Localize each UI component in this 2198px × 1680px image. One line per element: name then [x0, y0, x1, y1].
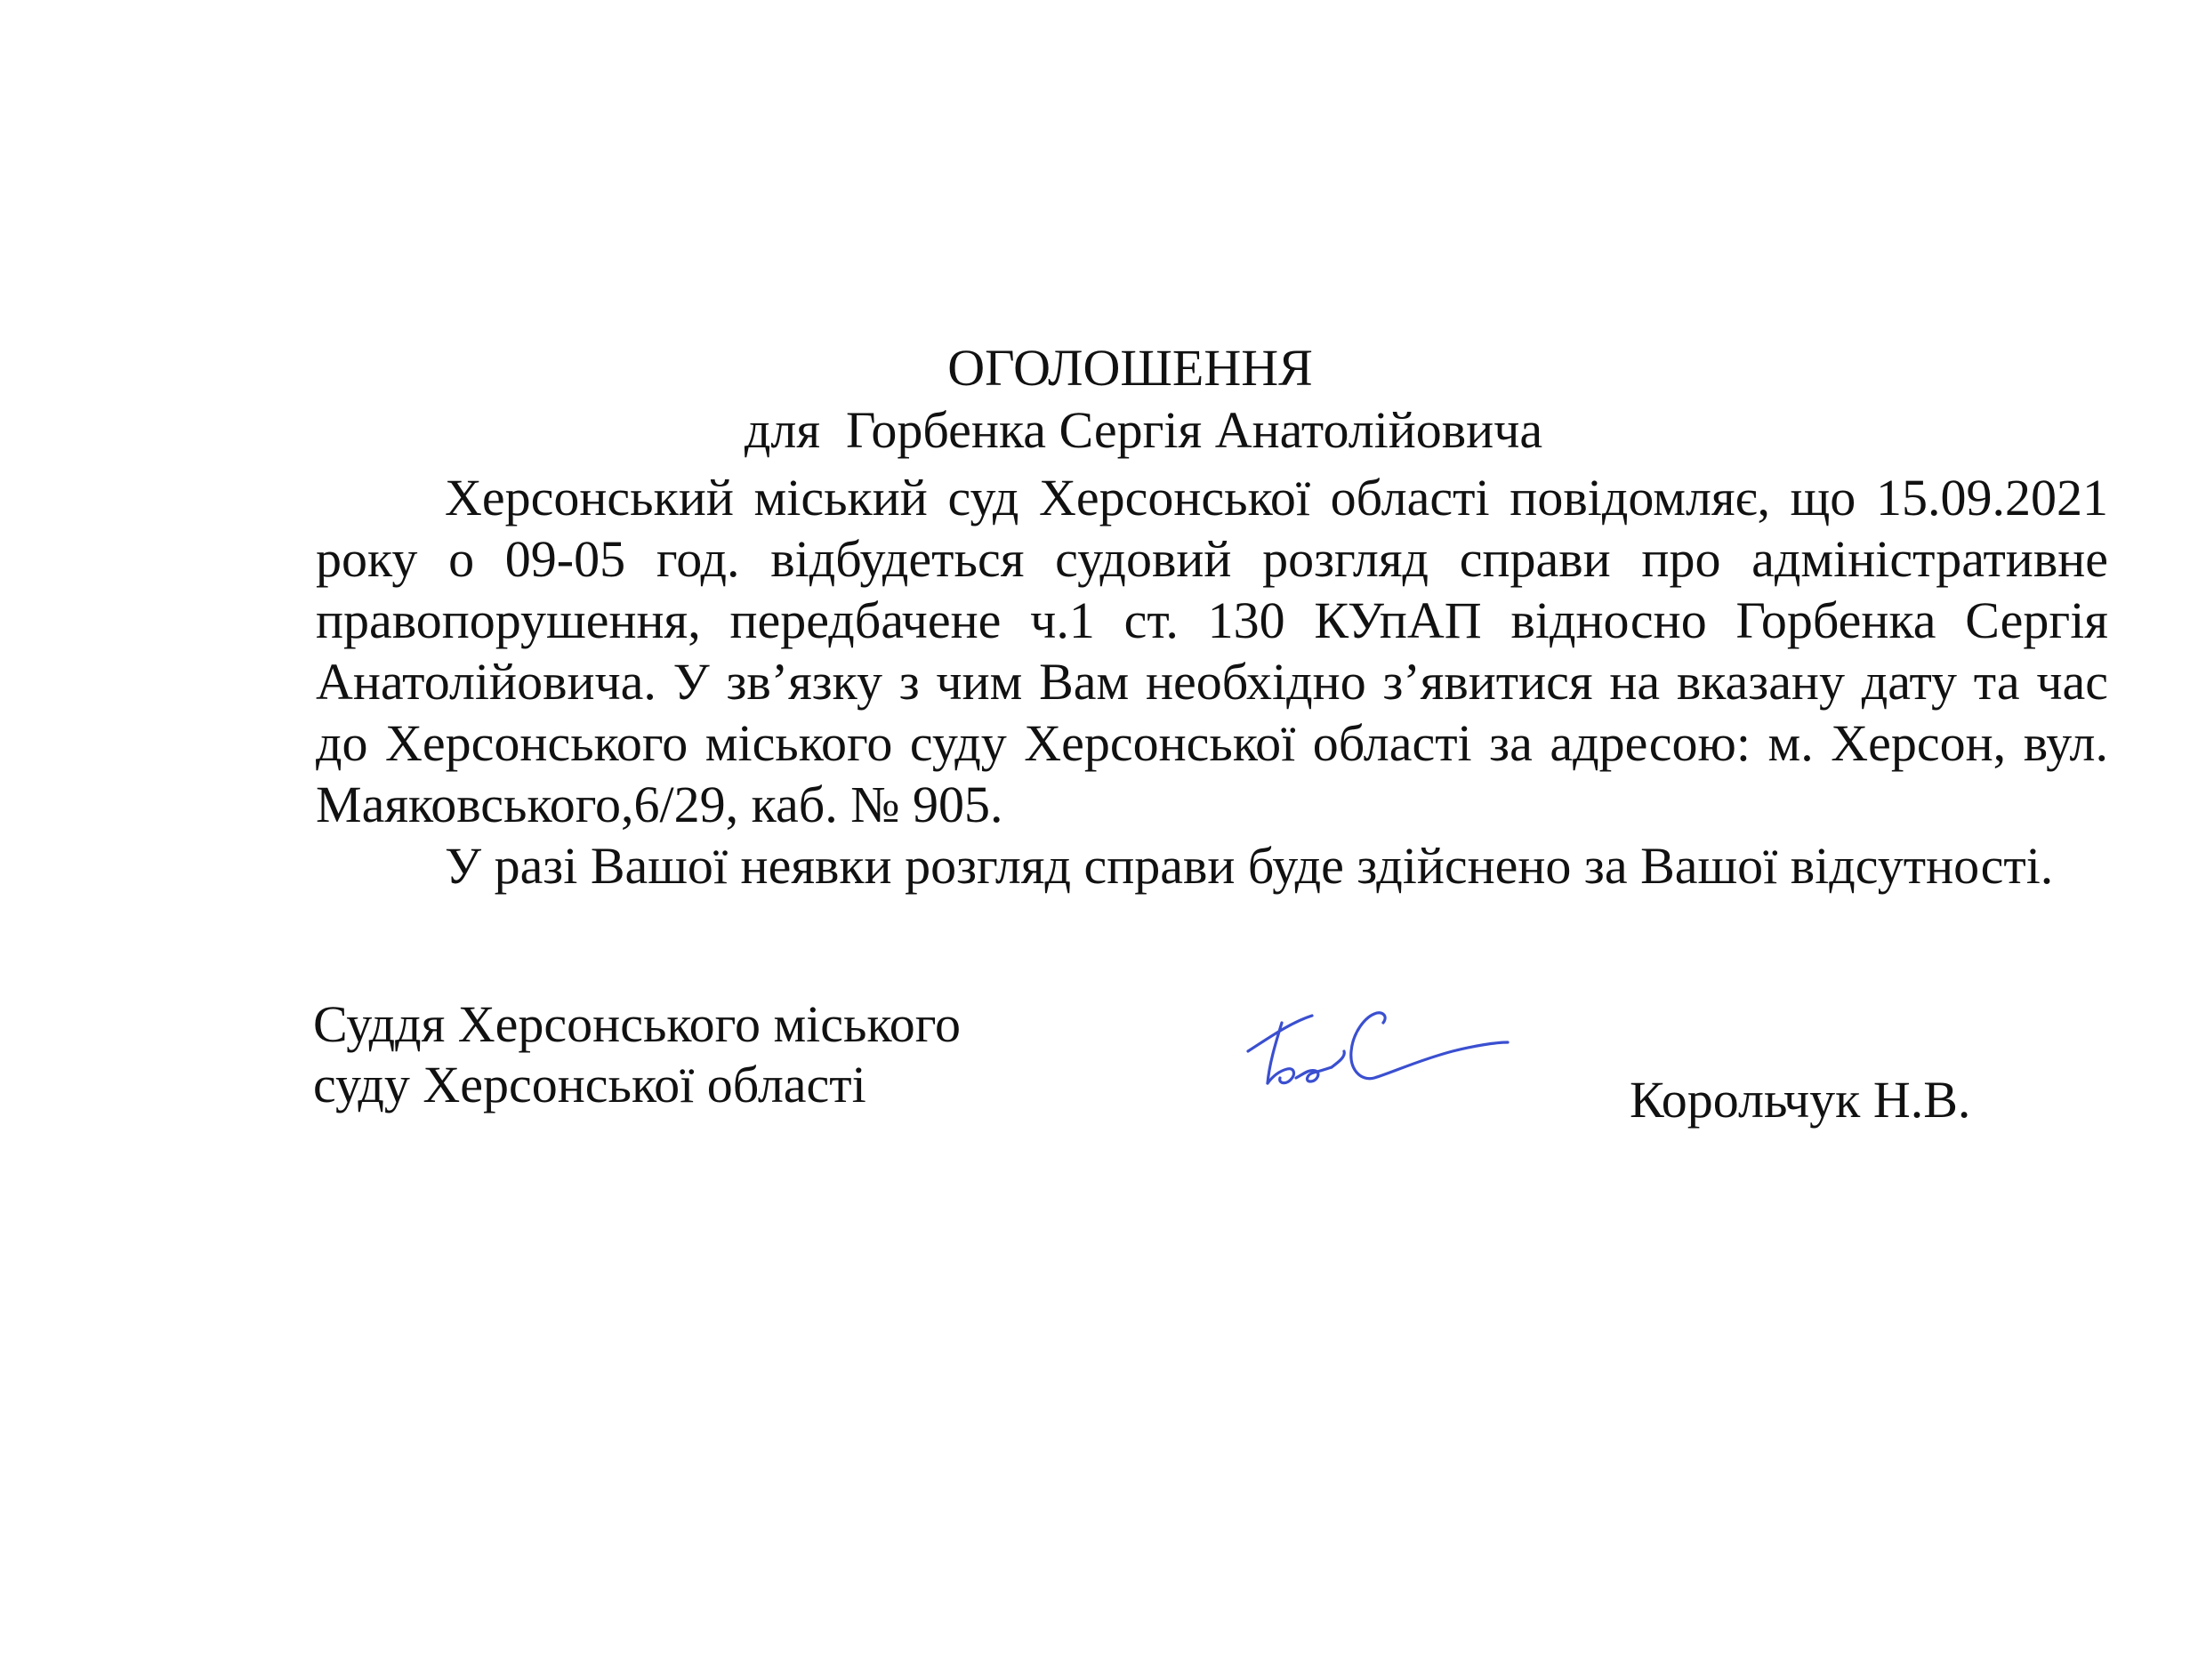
- document-body: [316, 467, 2108, 896]
- document-subtitle: для Горбенка Сергія Анатолійовича: [744, 401, 1543, 459]
- judge-title-line-2: суду Херсонської області: [313, 1056, 866, 1113]
- judge-title-line-1: Суддя Херсонського міського: [313, 995, 962, 1053]
- body-paragraph-2: У разі Вашої неявки розгляд справи буде здійснено за Вашої відсутності.: [445, 837, 2054, 895]
- body-paragraph-1: Херсонський міський суд Херсонської області повідомляє, що 15.09.2021 року о 09-05 год. відбудеться судовий розгляд справи про адміністративне правопорушення, передбачене ч.1 ст. 130 КУпАП відносно Горбенка Сергія Анатолійовича. У зв’язку з чим Вам необхідно з’явитися на вказану дату та час до Херсонського міського суду Херсонської області за адресою: м. Херсон, вул. Маяковського,6/29, каб. № 905.: [316, 469, 2108, 833]
- handwritten-signature: [1241, 996, 1526, 1103]
- document-title: ОГОЛОШЕННЯ: [947, 339, 1313, 397]
- judge-name: Корольчук Н.В.: [1630, 1071, 1971, 1129]
- judge-title: [313, 994, 961, 1115]
